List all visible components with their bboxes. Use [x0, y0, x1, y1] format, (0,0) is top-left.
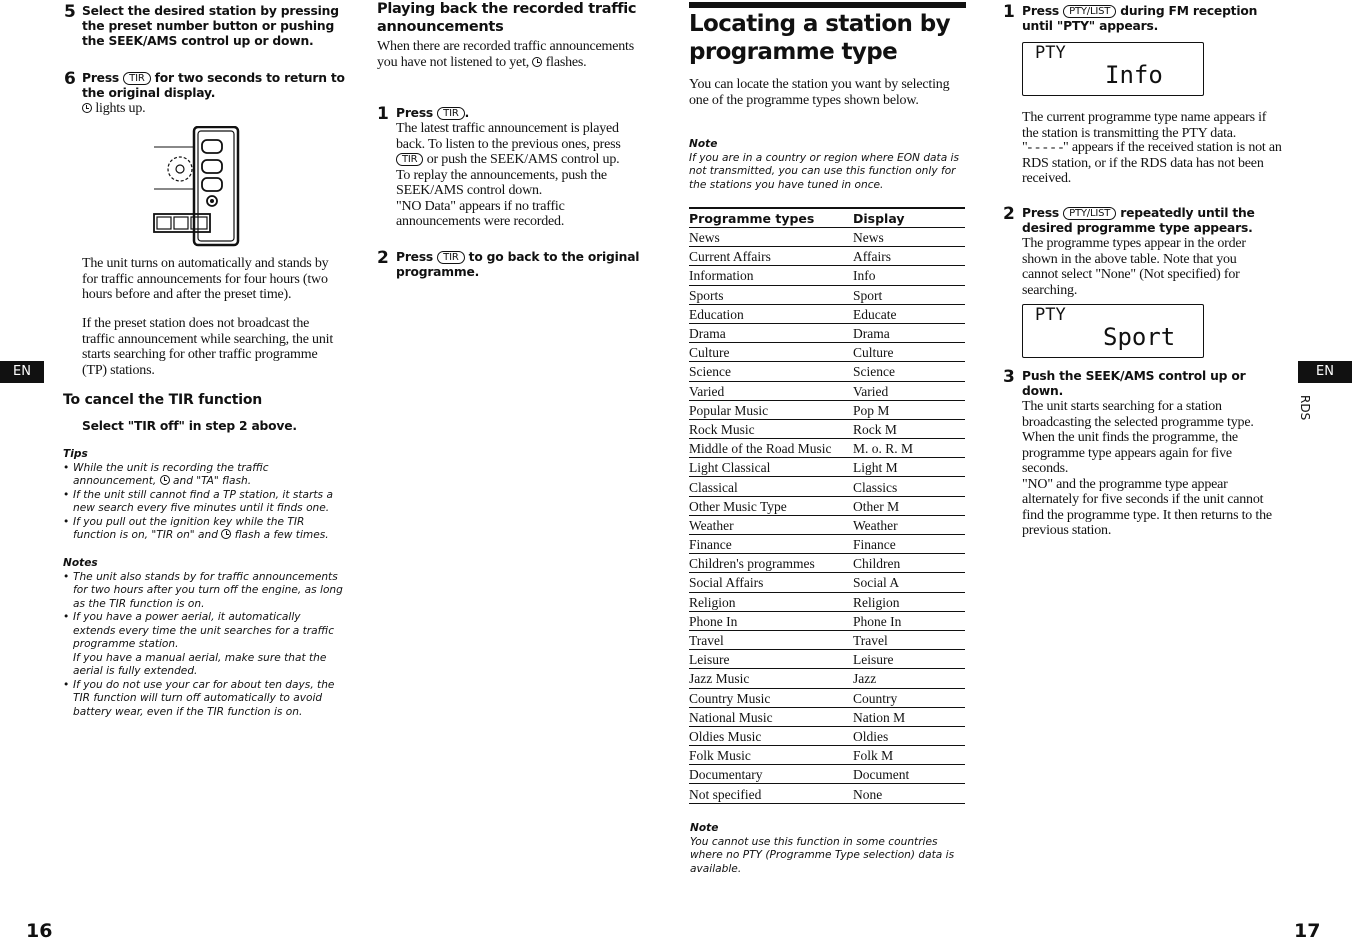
table-row: [689, 535, 965, 554]
tips-block: [63, 448, 345, 543]
table-row: [689, 400, 965, 419]
step-body: "NO Data" appears if no traffic announcements were recorded.: [396, 198, 565, 229]
table-row: [689, 726, 965, 745]
playback-intro-text: flashes.: [545, 54, 587, 70]
programme-type-cell: Popular Music: [689, 400, 853, 419]
programme-type-cell: Classical: [689, 477, 853, 496]
programme-type-cell: Other Music Type: [689, 496, 853, 515]
tips-title: Tips: [63, 448, 88, 460]
display-cell: Oldies: [853, 726, 965, 745]
table-row: [689, 611, 965, 630]
table-row: [689, 381, 965, 400]
table-row: [689, 630, 965, 649]
step-text: The latest traffic announcement is played back. To listen to the previous ones, press: [396, 121, 621, 152]
clock-icon: [221, 529, 231, 539]
tip-text: While the unit is recording the traffic announcement,: [73, 461, 269, 487]
table-row: [689, 247, 965, 266]
table-row: [689, 419, 965, 438]
display-cell: Light M: [853, 458, 965, 477]
step-number: 5: [64, 2, 76, 22]
notes-title: Notes: [63, 557, 98, 569]
display-cell: Nation M: [853, 707, 965, 726]
standby-paragraph: The unit turns on automatically and stands by for traffic announcements for four hours (two hours before and after the preset time).: [82, 256, 329, 302]
note-item: If you have a manual aerial, make sure that the aerial is fully extended.: [73, 651, 327, 677]
lcd-label: PTY: [1035, 305, 1066, 325]
programme-type-cell: Travel: [689, 630, 853, 649]
table-row: [689, 266, 965, 285]
step-number: 6: [64, 69, 76, 89]
step-body: [396, 121, 645, 168]
programme-type-cell: Rock Music: [689, 419, 853, 438]
step-text: Select the desired station by pressing the preset number button or pushing the SEEK/AMS control up or down.: [82, 4, 339, 48]
display-cell: Travel: [853, 630, 965, 649]
step-text: Press: [396, 250, 434, 264]
tir-button-label: TIR: [437, 251, 464, 264]
table-row: [689, 688, 965, 707]
programme-type-cell: Current Affairs: [689, 247, 853, 266]
table-row: [689, 496, 965, 515]
tir-button-label: TIR: [437, 107, 464, 120]
programme-type-cell: National Music: [689, 707, 853, 726]
display-cell: News: [853, 228, 965, 247]
display-cell: Social A: [853, 573, 965, 592]
pty-step-2: [1003, 206, 1281, 298]
display-cell: Drama: [853, 323, 965, 342]
step-text: to go back to the original programme.: [396, 250, 640, 279]
table-row: [689, 746, 965, 765]
column-header-display: Display: [853, 208, 965, 228]
pty-step-3: [1003, 369, 1281, 539]
note-title: Note: [690, 822, 719, 834]
programme-type-cell: Phone In: [689, 611, 853, 630]
programme-type-cell: Weather: [689, 515, 853, 534]
table-row: [689, 707, 965, 726]
programme-type-cell: Social Affairs: [689, 573, 853, 592]
programme-type-cell: Drama: [689, 323, 853, 342]
display-cell: Info: [853, 266, 965, 285]
step-text: Press: [1022, 4, 1060, 18]
section-label: RDS: [1298, 395, 1312, 421]
table-row: [689, 439, 965, 458]
note-item: • If you have a power aerial, it automatically extends every time the unit searches for a traffic programme station.: [63, 611, 345, 652]
programme-type-cell: Light Classical: [689, 458, 853, 477]
title-rule: [689, 2, 966, 8]
step-text: lights up.: [95, 101, 146, 116]
display-cell: None: [853, 784, 965, 803]
display-cell: Classics: [853, 477, 965, 496]
lcd-label: PTY: [1035, 43, 1066, 63]
language-tab: EN: [1298, 361, 1352, 383]
table-row: [689, 323, 965, 342]
clock-icon: [82, 103, 92, 113]
table-row: [689, 458, 965, 477]
search-paragraph: If the preset station does not broadcast the traffic announcement while searching, the unit starts searching for other traffic programme (TP) stations.: [82, 316, 334, 378]
programme-type-cell: Folk Music: [689, 746, 853, 765]
table-row: [689, 669, 965, 688]
clock-icon: [532, 57, 542, 67]
table-row: [689, 592, 965, 611]
step-5: [64, 4, 346, 49]
table-row: [689, 515, 965, 534]
note-item: • The unit also stands by for traffic announcements for two hours after you turn off the engine, as long as the TIR function is on.: [63, 571, 345, 612]
programme-type-cell: News: [689, 228, 853, 247]
note-title: Note: [689, 138, 718, 150]
display-cell: Science: [853, 362, 965, 381]
clock-icon: [160, 475, 170, 485]
note-text: You cannot use this function in some countries where no PTY (Programme Type selection) data is available.: [690, 835, 955, 875]
tip-item: • If the unit still cannot find a TP station, it starts a new search every five minutes until it finds one.: [63, 489, 345, 516]
lcd-value: Sport: [1103, 323, 1176, 351]
step-number: 2: [1003, 204, 1015, 224]
step-body: The unit starts searching for a station broadcasting the selected programme type. When the unit finds the programme, the programme type appears again for five seconds.: [1022, 399, 1254, 476]
table-row: [689, 765, 965, 784]
display-cell: Pop M: [853, 400, 965, 419]
programme-type-cell: Jazz Music: [689, 669, 853, 688]
playback-intro: [377, 39, 645, 70]
step-text: Press: [1022, 206, 1060, 220]
step-heading: Push the SEEK/AMS control up or down.: [1022, 369, 1246, 398]
page-number: 17: [1294, 920, 1321, 942]
table-row: [689, 554, 965, 573]
display-cell: Culture: [853, 343, 965, 362]
step-text: Press: [82, 71, 120, 85]
cancel-tir-heading: To cancel the TIR function: [63, 392, 263, 408]
lcd-display-sport: [1022, 304, 1204, 358]
programme-type-cell: Religion: [689, 592, 853, 611]
step-6: [64, 71, 346, 117]
tip-text: flash a few times.: [234, 529, 329, 541]
table-row: [689, 573, 965, 592]
step-text: Press: [396, 106, 434, 120]
display-cell: Weather: [853, 515, 965, 534]
cancel-tir-text: Select "TIR off" in step 2 above.: [82, 419, 297, 433]
table-row: [689, 228, 965, 247]
step-heading: [82, 71, 346, 101]
display-cell: Affairs: [853, 247, 965, 266]
display-cell: Jazz: [853, 669, 965, 688]
step-text: repeatedly until the desired programme type appears.: [1022, 206, 1255, 235]
step-body: "NO" and the programme type appear alternately for five seconds if the unit cannot find the programme type. It then returns to the previous station.: [1022, 476, 1272, 538]
display-cell: Document: [853, 765, 965, 784]
playback-step-1: [377, 106, 645, 230]
playback-step-2: [377, 250, 645, 280]
notes-block: [63, 557, 345, 719]
step-body: The programme types appear in the order shown in the above table. Note that you cannot select "None" (Not specified) for searching.: [1022, 236, 1246, 298]
programme-type-cell: Information: [689, 266, 853, 285]
lcd-value: Info: [1105, 61, 1163, 89]
display-cell: Educate: [853, 304, 965, 323]
display-cell: Folk M: [853, 746, 965, 765]
lcd-display-info: [1022, 42, 1204, 96]
step-text: for two seconds to return to the original display.: [82, 71, 345, 100]
table-row: [689, 650, 965, 669]
tip-text: and "TA" flash.: [173, 475, 252, 487]
step-body: The current programme type name appears if the station is transmitting the PTY data.: [1022, 110, 1267, 141]
table-row: [689, 362, 965, 381]
display-cell: M. o. R. M: [853, 439, 965, 458]
tip-item: [63, 462, 345, 489]
step-heading: [396, 250, 645, 280]
display-cell: Finance: [853, 535, 965, 554]
programme-type-cell: Documentary: [689, 765, 853, 784]
language-tab: EN: [0, 361, 44, 383]
section-label-container: [1296, 395, 1316, 425]
programme-type-cell: Children's programmes: [689, 554, 853, 573]
step-heading: Press TIR .: [396, 106, 470, 120]
programme-type-cell: Culture: [689, 343, 853, 362]
tip-item: [63, 516, 345, 543]
column-header-programme-types: Programme types: [689, 208, 853, 228]
playback-heading: Playing back the recorded traffic announcements: [377, 1, 637, 35]
table-row: [689, 784, 965, 803]
programme-type-cell: Middle of the Road Music: [689, 439, 853, 458]
step-text: during FM reception until "PTY" appears.: [1022, 4, 1258, 33]
table-row: [689, 477, 965, 496]
step-number: 3: [1003, 367, 1015, 387]
programme-type-cell: Not specified: [689, 784, 853, 803]
display-cell: Sport: [853, 285, 965, 304]
note-block: [689, 138, 969, 192]
step-number: 1: [1003, 2, 1015, 22]
table-header-row: [689, 208, 965, 228]
pty-list-button-label: PTY/LIST: [1063, 207, 1116, 220]
step-body: "- - - - -" appears if the received station is not an RDS station, or if the RDS data has not been received.: [1022, 140, 1282, 186]
note-item: • If you do not use your car for about ten days, the TIR function will turn off automatically to avoid battery wear, even if the TIR function is on.: [63, 679, 345, 720]
programme-type-cell: Sports: [689, 285, 853, 304]
display-cell: Phone In: [853, 611, 965, 630]
page-title: Locating a station by programme type: [689, 11, 950, 65]
tir-button-label: TIR: [396, 153, 423, 166]
step-heading: [1022, 4, 1281, 34]
unit-illustration: [150, 126, 242, 248]
display-cell: Leisure: [853, 650, 965, 669]
programme-type-cell: Science: [689, 362, 853, 381]
display-cell: Country: [853, 688, 965, 707]
step-body: To replay the announcements, push the SEEK/AMS control down.: [396, 167, 607, 198]
table-row: [689, 285, 965, 304]
table-row: [689, 343, 965, 362]
playback-intro-text: When there are recorded traffic announcements you have not listened to yet,: [377, 39, 634, 70]
intro-paragraph: You can locate the station you want by selecting one of the programme types shown below.: [689, 77, 950, 108]
step-subtext: [82, 101, 346, 117]
tir-button-label: TIR: [123, 72, 150, 85]
programme-type-cell: Education: [689, 304, 853, 323]
step-number: 2: [377, 248, 389, 268]
tip-text: If you pull out the ignition key while the TIR function is on, "TIR on" and: [73, 515, 305, 541]
note-block-2: [690, 822, 970, 876]
display-cell: Varied: [853, 381, 965, 400]
display-cell: Children: [853, 554, 965, 573]
step-text: or push the SEEK/AMS control up.: [426, 152, 620, 167]
programme-type-cell: Country Music: [689, 688, 853, 707]
programme-types-table: [689, 207, 965, 804]
programme-type-cell: Varied: [689, 381, 853, 400]
pty-step-1: [1003, 4, 1281, 34]
display-cell: Religion: [853, 592, 965, 611]
page-number: 16: [26, 920, 53, 942]
step-heading: [1022, 206, 1281, 236]
display-cell: Rock M: [853, 419, 965, 438]
step-number: 1: [377, 104, 389, 124]
programme-type-cell: Oldies Music: [689, 726, 853, 745]
pty-list-button-label: PTY/LIST: [1063, 5, 1116, 18]
note-text: If you are in a country or region where EON data is not transmitted, you can use this function only for the stations you have tuned in once.: [689, 151, 960, 191]
table-row: [689, 304, 965, 323]
programme-type-cell: Leisure: [689, 650, 853, 669]
programme-type-cell: Finance: [689, 535, 853, 554]
display-cell: Other M: [853, 496, 965, 515]
